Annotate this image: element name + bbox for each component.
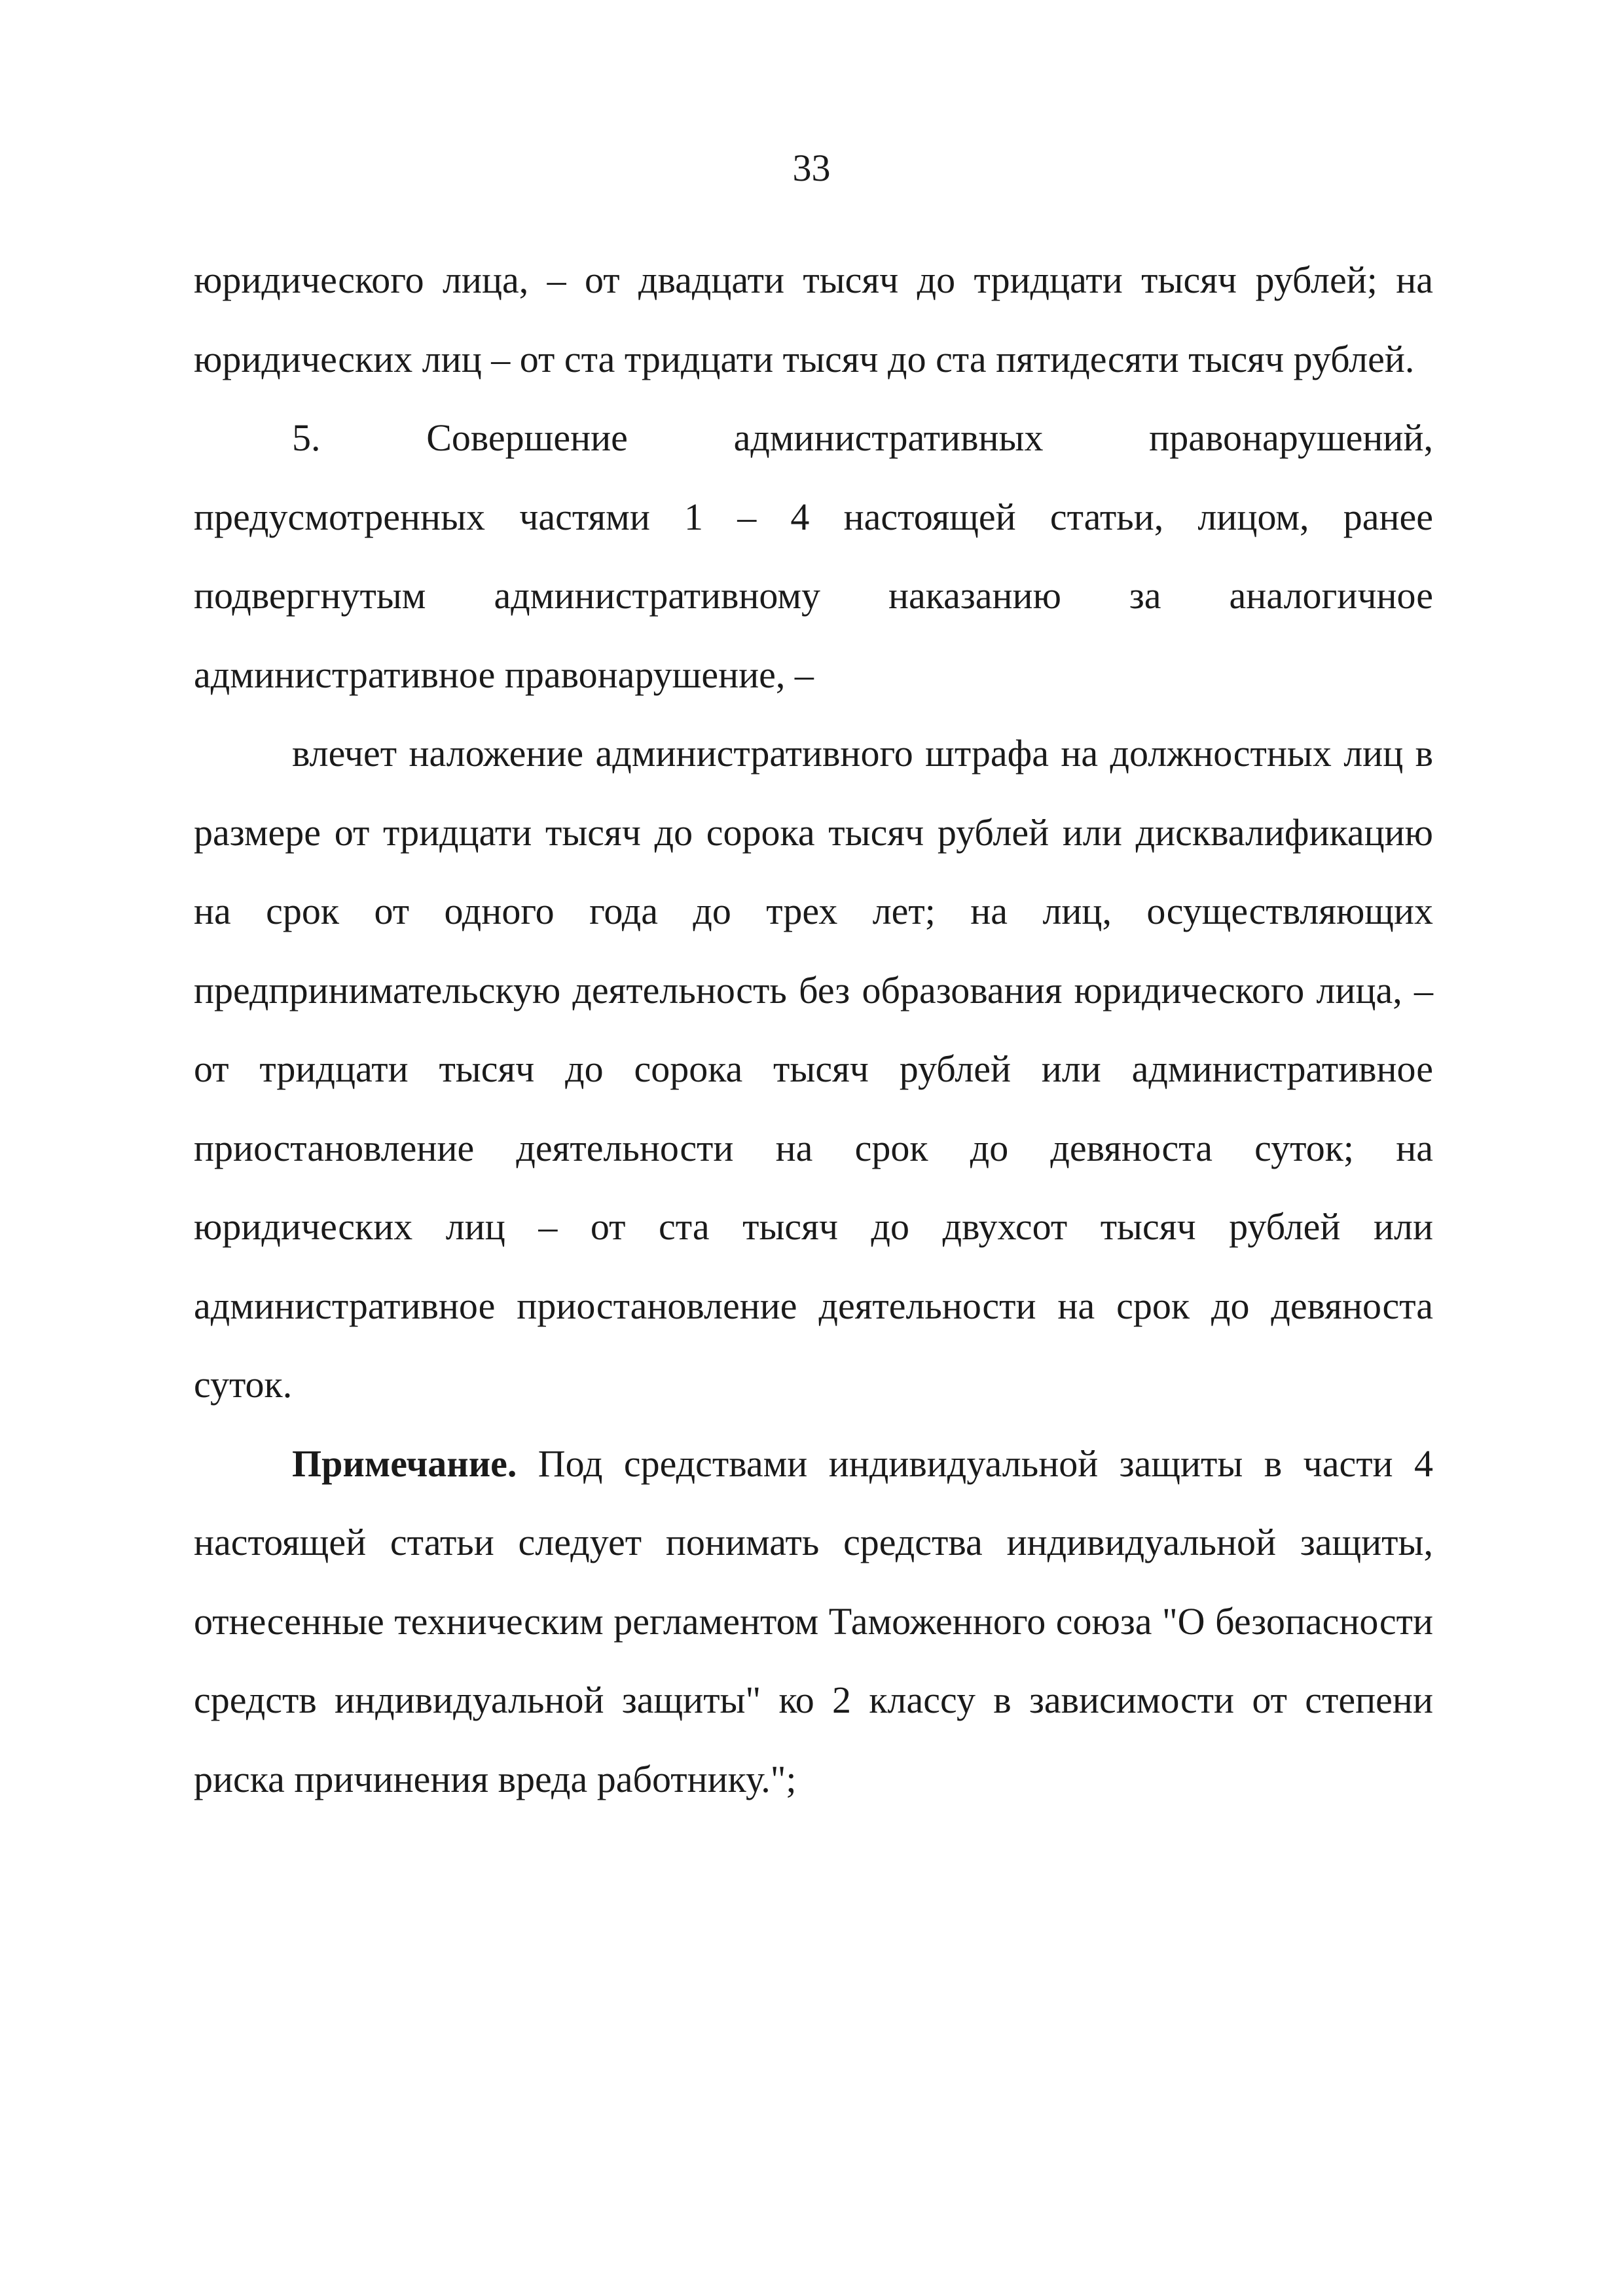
note-label: Примечание. [292,1442,517,1485]
paragraph-part-5: 5. Совершение административных правонарушений, предусмотренных частями 1 – 4 настоящей статьи, лицом, ранее подвергнутым административному наказанию за аналогичное административное правонарушение, – [194,416,1433,696]
page-number: 33 [792,147,831,189]
paragraph-penalty: влечет наложение административного штрафа на должностных лиц в размере от тридцати тысяч до сорока тысяч рублей или дисквалификацию на срок от одного года до трех лет; на лиц, осуществляющих предпринимательскую деятельность без образования юридического лица, – от тридцати тысяч до сорока тысяч рублей или административное приостановление деятельности на срок до девяноста суток; на юридических лиц – от ста тысяч до двухсот тысяч рублей или административное приостановление деятельности на срок до девяноста суток. [194,732,1433,1406]
paragraph-note [194,1425,1433,1819]
paragraph-continuation: юридического лица, – от двадцати тысяч до тридцати тысяч рублей; на юридических лиц – от ста тридцати тысяч до ста пятидесяти тысяч рублей. [194,259,1433,380]
note-text: Под средствами индивидуальной защиты в части 4 настоящей статьи следует понимать средства индивидуальной защиты, отнесенные техническим регламентом Таможенного союза "О безопасности средств индивидуальной защиты" ко 2 классу в зависимости от степени риска причинения вреда работнику."; [194,1442,1433,1800]
document-body [194,241,1433,1819]
